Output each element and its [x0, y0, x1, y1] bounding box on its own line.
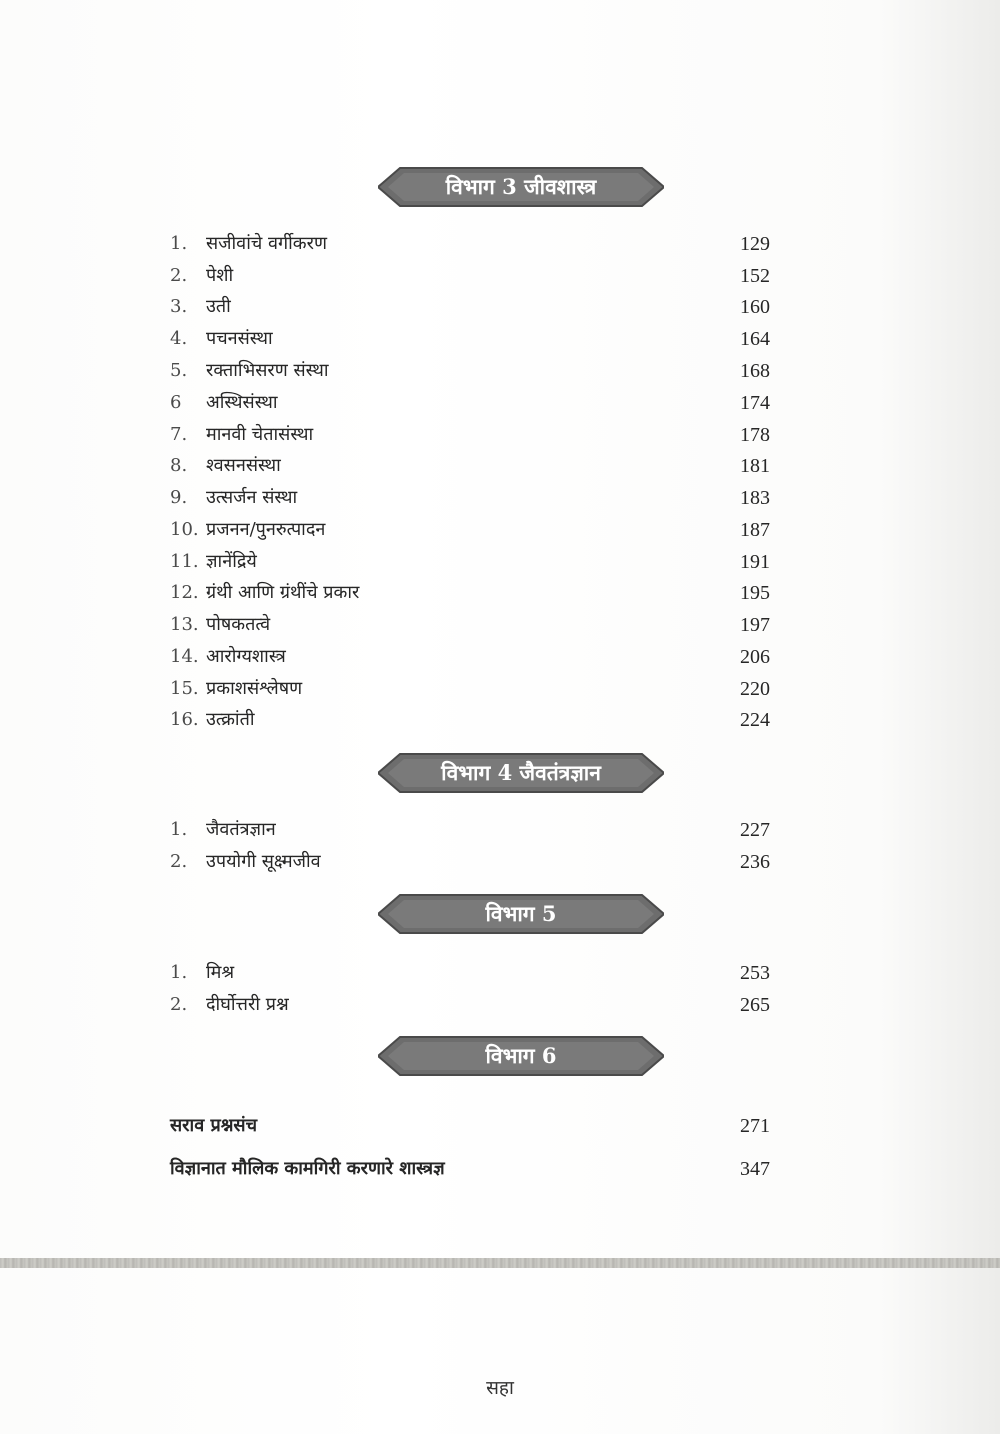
entry-title: ग्रंथी आणि ग्रंथींचे प्रकार — [206, 582, 360, 603]
toc-entry[interactable] — [170, 547, 770, 577]
entry-title: दीर्घोत्तरी प्रश्न — [206, 994, 289, 1015]
toc-entry[interactable] — [170, 515, 770, 545]
entry-number: 12. — [170, 582, 199, 603]
entry-number: 6 — [170, 392, 182, 413]
toc-entry[interactable] — [170, 420, 770, 450]
toc-entry[interactable] — [170, 483, 770, 513]
toc-entry[interactable] — [170, 642, 770, 672]
entry-page: 178 — [740, 424, 770, 446]
entry-title: उत्सर्जन संस्था — [206, 487, 298, 508]
entry-page: 227 — [740, 819, 770, 841]
entry-title: मिश्र — [206, 962, 235, 983]
entry-title: उती — [206, 296, 231, 317]
toc-entry[interactable] — [170, 958, 770, 988]
toc-entry[interactable] — [170, 847, 770, 877]
section-banner-3 — [378, 166, 664, 208]
entry-title: पेशी — [206, 265, 234, 286]
entry-number: 11. — [170, 551, 199, 572]
entry-title: जैवतंत्रज्ञान — [206, 819, 276, 840]
entry-title: विज्ञानात मौलिक कामगिरी करणारे शास्त्रज्ञ — [170, 1158, 445, 1179]
toc-entry[interactable] — [170, 990, 770, 1020]
entry-title: रक्ताभिसरण संस्था — [206, 360, 329, 381]
entry-page: 220 — [740, 678, 770, 700]
toc-entry-extra[interactable] — [170, 1110, 770, 1142]
entry-title: ज्ञानेंद्रिये — [206, 551, 257, 572]
entry-title: पचनसंस्था — [206, 328, 273, 349]
entry-title: श्वसनसंस्था — [206, 455, 281, 476]
toc-entry[interactable] — [170, 356, 770, 386]
entry-title: प्रकाशसंश्लेषण — [206, 678, 303, 699]
entry-title: मानवी चेतासंस्था — [206, 424, 314, 445]
entry-number: 3. — [170, 296, 188, 317]
entry-number: 2. — [170, 265, 188, 286]
entry-title: सजीवांचे वर्गीकरण — [206, 233, 328, 254]
entry-page: 206 — [740, 646, 770, 668]
entry-title: सराव प्रश्नसंच — [170, 1115, 258, 1136]
toc-entry[interactable] — [170, 578, 770, 608]
toc-entry[interactable] — [170, 229, 770, 259]
toc-entry[interactable] — [170, 292, 770, 322]
entry-page: 265 — [740, 994, 770, 1016]
entry-page: 160 — [740, 296, 770, 318]
entry-number: 7. — [170, 424, 188, 445]
toc-entry[interactable] — [170, 815, 770, 845]
entry-page: 181 — [740, 455, 770, 477]
entry-page: 347 — [740, 1158, 770, 1180]
toc-entry[interactable] — [170, 705, 770, 735]
entry-number: 1. — [170, 233, 188, 254]
section-banner-5 — [378, 893, 664, 935]
section-heading: विभाग 3 जीवशास्त्र — [445, 174, 597, 199]
toc-entry[interactable] — [170, 610, 770, 640]
entry-page: 236 — [740, 851, 770, 873]
section-heading: विभाग 6 — [485, 1043, 557, 1068]
entry-title: आरोग्यशास्त्र — [206, 646, 286, 667]
entry-page: 152 — [740, 265, 770, 287]
entry-number: 2. — [170, 851, 188, 872]
entry-number: 2. — [170, 994, 188, 1015]
entry-page: 187 — [740, 519, 770, 541]
entry-number: 14. — [170, 646, 199, 667]
entry-page: 164 — [740, 328, 770, 350]
toc-entry-extra[interactable] — [170, 1153, 770, 1185]
entry-number: 1. — [170, 819, 188, 840]
entry-number: 15. — [170, 678, 199, 699]
entry-title: उत्क्रांती — [206, 709, 255, 730]
entry-page: 195 — [740, 582, 770, 604]
entry-page: 253 — [740, 962, 770, 984]
toc-entry[interactable] — [170, 451, 770, 481]
entry-page: 191 — [740, 551, 770, 573]
toc-entry[interactable] — [170, 261, 770, 291]
entry-page: 271 — [740, 1115, 770, 1137]
entry-number: 4. — [170, 328, 188, 349]
entry-number: 9. — [170, 487, 188, 508]
entry-number: 13. — [170, 614, 199, 635]
toc-entry[interactable] — [170, 674, 770, 704]
section-banner-4 — [378, 752, 664, 794]
entry-page: 129 — [740, 233, 770, 255]
entry-number: 8. — [170, 455, 188, 476]
entry-page: 168 — [740, 360, 770, 382]
entry-page: 183 — [740, 487, 770, 509]
entry-title: पोषकतत्वे — [206, 614, 271, 635]
entry-title: अस्थिसंस्था — [206, 392, 278, 413]
entry-number: 1. — [170, 962, 188, 983]
section-heading: विभाग 5 — [485, 901, 557, 926]
entry-page: 197 — [740, 614, 770, 636]
section-banner-6 — [378, 1035, 664, 1077]
section-heading: विभाग 4 जैवतंत्रज्ञान — [441, 760, 601, 785]
toc-entry[interactable] — [170, 324, 770, 354]
entry-number: 5. — [170, 360, 188, 381]
entry-page: 174 — [740, 392, 770, 414]
entry-title: उपयोगी सूक्ष्मजीव — [206, 851, 321, 872]
entry-number: 16. — [170, 709, 199, 730]
entry-number: 10. — [170, 519, 199, 540]
toc-entry[interactable] — [170, 388, 770, 418]
page-number-label: सहा — [486, 1377, 514, 1399]
footer-divider — [0, 1258, 1000, 1268]
entry-page: 224 — [740, 709, 770, 731]
entry-title: प्रजनन/पुनरुत्पादन — [206, 519, 326, 540]
